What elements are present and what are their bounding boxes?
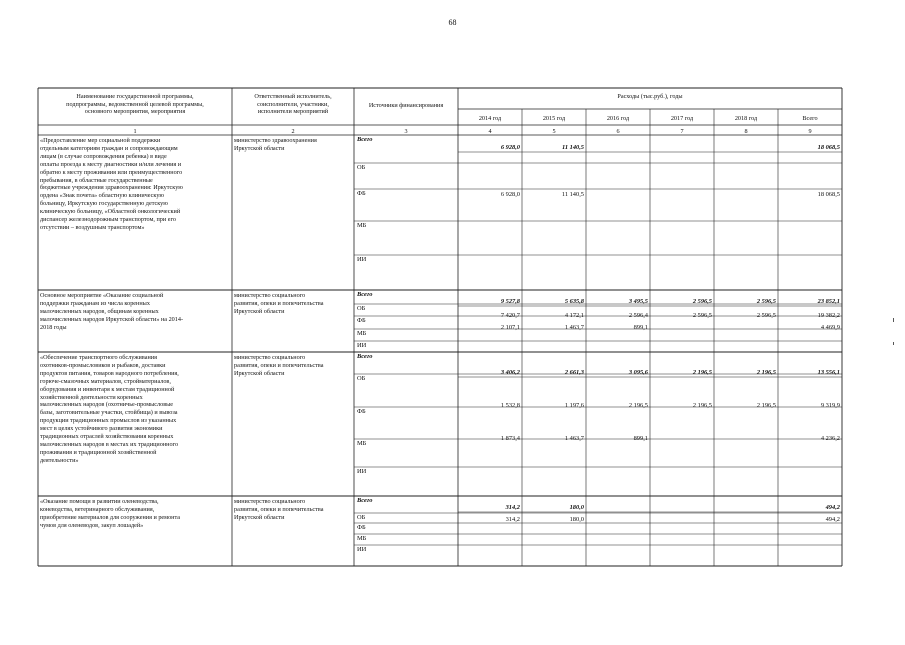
funding-source-label: Всего — [357, 136, 373, 143]
amount-cell: 3 095,6 — [628, 369, 648, 376]
header-program-name: Наименование государственной программы, подпрограммы, ведомственной целевой программы, основного мероприятия, мероприятия — [66, 93, 204, 116]
amount-cell: 19 382,2 — [817, 312, 840, 319]
column-number: 6 — [616, 128, 620, 135]
funding-source-label: ФБ — [357, 408, 366, 415]
funding-source-label: МБ — [357, 330, 367, 337]
funding-source-label: ИИ — [357, 546, 367, 553]
amount-cell: 314,2 — [505, 504, 520, 511]
amount-cell: 9 319,9 — [820, 402, 840, 409]
amount-cell: 7 420,7 — [500, 312, 520, 319]
program-name: Основное мероприятие «Оказание социальной поддержки гражданам из числа коренных малочисленных народов, общинам коренных малочисленных народов Иркутской области» на 2014- 2018 годы — [40, 292, 184, 331]
header-year-2015: 2015 год — [542, 115, 566, 122]
amount-cell: 6 928,0 — [500, 144, 520, 151]
header-executor: Ответственный исполнитель, соисполнители, участники, исполнители мероприятий — [254, 93, 332, 116]
column-number: 3 — [404, 128, 408, 135]
amount-cell: 2 596,5 — [692, 312, 712, 319]
amount-cell: 899,1 — [633, 324, 648, 331]
funding-source-label: Всего — [357, 497, 373, 504]
funding-source-label: ОБ — [357, 375, 366, 382]
column-number: 4 — [488, 128, 492, 135]
amount-cell: 23 852,1 — [817, 298, 840, 305]
amount-cell: 1 197,6 — [564, 402, 584, 409]
header-year-2016: 2016 год — [606, 115, 630, 122]
column-number: 7 — [680, 128, 684, 135]
program-name: «Обеспечение транспортного обслуживания охотников-промысловиков и рыбаков, доставки продуктов питания, товаров народного потребления, горюче-смазочных материалов, стройматериалов, оборудования и инвентаря к местам традиционной хозяйственной деятельности коренных малочисленных народов (охотничье-промысловые базы, заготовительные участки, стойбища) и вывоза продукции традиционных промыслов из указанных мест в целях устойчивого развития экономики традиционных отраслей хозяйствования коренных малочисленных народов в местах их традиционного проживания и традиционной хозяйственной деятельности» — [40, 354, 179, 464]
funding-source-label: МБ — [357, 222, 367, 229]
amount-cell: 11 140,5 — [561, 191, 584, 198]
amount-cell: 3 495,5 — [628, 298, 648, 305]
column-number: 5 — [552, 128, 556, 135]
funding-source-label: Всего — [357, 353, 373, 360]
amount-cell: 13 556,1 — [817, 369, 840, 376]
amount-cell: 2 196,5 — [756, 369, 776, 376]
amount-cell: 1 463,7 — [564, 435, 584, 442]
amount-cell: 1 532,8 — [500, 402, 520, 409]
scan-mark — [893, 318, 894, 322]
page-number: 68 — [448, 18, 457, 27]
funding-source-label: ОБ — [357, 164, 366, 171]
amount-cell: 494,2 — [825, 516, 840, 523]
amount-cell: 18 068,5 — [817, 191, 840, 198]
funding-source-label: ОБ — [357, 305, 366, 312]
amount-cell: 11 140,5 — [561, 144, 584, 151]
funding-source-label: ИИ — [357, 468, 367, 475]
amount-cell: 2 196,5 — [756, 402, 776, 409]
executor: министерство социального развития, опеки и попечительства Иркутской области — [234, 292, 324, 315]
funding-source-label: МБ — [357, 440, 367, 447]
header-total: Всего — [802, 115, 818, 122]
amount-cell: 2 196,5 — [692, 402, 712, 409]
amount-cell: 9 527,8 — [500, 298, 520, 305]
funding-source-label: ФБ — [357, 190, 366, 197]
funding-source-label: ФБ — [357, 317, 366, 324]
funding-source-label: Всего — [357, 291, 373, 298]
amount-cell: 2 661,3 — [564, 369, 584, 376]
amount-cell: 4 172,1 — [564, 312, 584, 319]
funding-source-label: ОБ — [357, 514, 366, 521]
amount-cell: 180,0 — [569, 504, 584, 511]
amount-cell: 18 068,5 — [817, 144, 840, 151]
program-name: «Оказание помощи в развитии оленеводства, коневодства, ветеринарного обслуживания, приобретение материалов для сооружения и ремонта чумов для оленеводов, закуп лошадей» — [40, 498, 181, 529]
amount-cell: 2 196,5 — [692, 369, 712, 376]
header-funding-sources: Источники финансирования — [368, 102, 444, 109]
funding-source-label: ИИ — [357, 342, 367, 349]
funding-source-label: ФБ — [357, 524, 366, 531]
funding-source-label: МБ — [357, 535, 367, 542]
amount-cell: 1 463,7 — [564, 324, 584, 331]
amount-cell: 180,0 — [569, 516, 584, 523]
column-number: 8 — [744, 128, 748, 135]
amount-cell: 494,2 — [825, 504, 840, 511]
funding-source-label: ИИ — [357, 256, 367, 263]
amount-cell: 1 873,4 — [500, 435, 520, 442]
header-year-2018: 2018 год — [734, 115, 758, 122]
amount-cell: 4 469,9 — [820, 324, 840, 331]
amount-cell: 314,2 — [505, 516, 520, 523]
amount-cell: 899,1 — [633, 435, 648, 442]
executor: министерство здравоохранения Иркутской области — [234, 137, 317, 152]
column-number: 2 — [291, 128, 295, 135]
header-year-2017: 2017 год — [670, 115, 694, 122]
amount-cell: 6 928,0 — [500, 191, 520, 198]
amount-cell: 3 406,2 — [500, 369, 520, 376]
program-name: «Предоставление мер социальной поддержки отдельным категориям граждан и сопровождающим лицам (в случае сопровождения ребенка) в виде оплаты проезда к месту диагностики и/или лечения и обратно к месту проживания или преимущественного пребывания, в областные государственные бюджетные учреждения здравоохранения: Иркутскую ордена «Знак почета» областную клиническую больницу, Иркутскую государственную детскую клиническую больницу, «Областной онкологический диспансер железнодорожным транспортом, при его отсутствии – воздушным транспортом» — [40, 137, 183, 231]
amount-cell: 2 107,1 — [500, 324, 520, 331]
amount-cell: 4 236,2 — [820, 435, 840, 442]
amount-cell: 2 596,5 — [756, 312, 776, 319]
header-expenses: Расходы (тыс.руб.), годы — [617, 93, 683, 100]
amount-cell: 2 596,5 — [756, 298, 776, 305]
amount-cell: 2 596,5 — [692, 298, 712, 305]
amount-cell: 2 196,5 — [628, 402, 648, 409]
column-number: 1 — [133, 128, 137, 135]
executor: министерство социального развития, опеки и попечительства Иркутской области — [234, 354, 324, 377]
header-year-2014: 2014 год — [478, 115, 502, 122]
amount-cell: 5 635,8 — [564, 298, 584, 305]
executor: министерство социального развития, опеки и попечительства Иркутской области — [234, 498, 324, 521]
column-number: 9 — [808, 128, 812, 135]
scan-mark — [893, 342, 894, 345]
amount-cell: 2 596,4 — [628, 312, 648, 319]
